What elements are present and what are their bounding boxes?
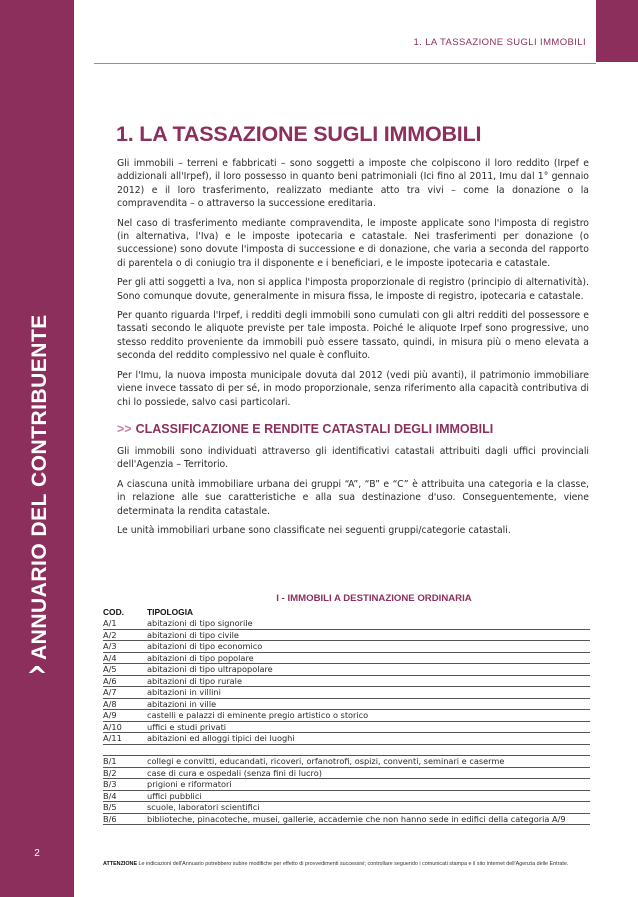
header-divider: [94, 63, 596, 64]
table-header-code: COD.: [103, 607, 124, 617]
cell-code: A/4: [103, 652, 117, 663]
cell-type: abitazioni in ville: [147, 698, 217, 709]
cell-type: biblioteche, pinacoteche, musei, gallerie, accademie che non hanno sede in edifici della categoria A/9: [147, 813, 566, 824]
table-row: [103, 618, 590, 630]
header-accent-band: [596, 0, 638, 62]
table-row: [103, 699, 590, 711]
cell-type: abitazioni di tipo ultrapopolare: [147, 664, 273, 674]
table-row: [103, 653, 590, 665]
footnote-text: Le indicazioni dell'Annuario potrebbero subire modifiche per effetto di provvedimenti successivi; controllare seguendo i comunicati stampa e il sito internet dell'Agenzia delle Entrate.: [137, 861, 569, 867]
table-row: [103, 664, 590, 676]
cell-type: abitazioni di tipo civile: [147, 629, 239, 640]
cell-type: uffici e studi privati: [147, 721, 227, 732]
table-group-separator: [103, 745, 590, 757]
double-chevron-icon: >>: [117, 421, 132, 436]
footnote: [103, 861, 603, 867]
cell-code: B/4: [103, 790, 117, 801]
table-group-a: [103, 618, 590, 745]
table-row: [103, 768, 590, 780]
table-row: [103, 676, 590, 688]
cell-type: collegi e convitti, educandati, ricoveri, orfanotrofi, ospizi, conventi, seminari e caserme: [147, 756, 505, 766]
cell-type: abitazioni di tipo popolare: [147, 652, 254, 663]
table-row: [103, 733, 590, 745]
section-heading: [117, 422, 589, 436]
cell-code: A/11: [103, 733, 122, 743]
section-paragraph: Le unità immobiliari urbane sono classificate nei seguenti gruppi/categorie catastali.: [117, 524, 511, 536]
table-row: [103, 722, 590, 734]
page-number: 2: [34, 848, 40, 859]
cell-code: A/10: [103, 721, 122, 732]
cell-code: B/6: [103, 813, 117, 824]
cell-code: B/1: [103, 756, 117, 766]
table-row: [103, 802, 590, 814]
cell-code: B/3: [103, 779, 117, 789]
table-row: [103, 814, 590, 826]
table-header-row: [103, 607, 590, 618]
table-group-b: [103, 756, 590, 825]
body-paragraph: Per l'Imu, la nuova imposta municipale dovuta dal 2012 (vedi più avanti), il patrimonio immobiliare viene invece tassato di per sé, in modo proporzionale, senza riferimento alla capacità contributiva di chi lo possiede, salvo casi particolari.: [117, 369, 589, 408]
cell-type: abitazioni di tipo rurale: [147, 675, 242, 686]
cell-code: A/6: [103, 675, 117, 686]
cell-type: castelli e palazzi di eminente pregio artistico o storico: [147, 710, 369, 720]
cell-type: abitazioni di tipo economico: [147, 641, 263, 651]
cell-code: A/9: [103, 710, 117, 720]
body-paragraph: Per quanto riguarda l'Irpef, i redditi degli immobili sono cumulati con gli altri redditi del possessore e tassati secondo le aliquote previste per tale imposta. Poiché le aliquote Irpef sono progressive, uno stesso reddito proveniente da immobili può essere tassato, quindi, in misura più o meno elevata a seconda del reddito complessivo nel quale è confluito.: [117, 310, 589, 362]
main-content: [117, 122, 589, 543]
running-header: 1. LA TASSAZIONE SUGLI IMMOBILI: [413, 37, 586, 48]
cell-type: uffici pubblici: [147, 790, 202, 801]
cell-type: abitazioni di tipo signorile: [147, 618, 253, 628]
body-paragraph: Nel caso di trasferimento mediante compravendita, le imposte applicate sono l'imposta di registro (in alternativa, l'Iva) e le imposte ipotecaria e catastale. Nei trasferimenti per donazione (o successione) sono dovute l'imposta di successione e di donazione, che varia a seconda del rapporto di parentela o di coniugio tra il disponente e i beneficiari, e le imposte ipotecaria e catastale.: [117, 217, 589, 269]
cell-type: scuole, laboratori scientifici: [147, 802, 260, 812]
section-paragraph: A ciascuna unità immobiliare urbana dei gruppi “A”, “B” e “C” è attribuita una categoria e la classe, in relazione alle sue caratteristiche e alla sua destinazione d'uso. Conseguentemente, viene determinata la rendita catastale.: [117, 478, 589, 517]
cell-code: A/2: [103, 629, 117, 640]
body-paragraph: Per gli atti soggetti a Iva, non si applica l'imposta proporzionale di registro (principio di alternatività). Sono comunque dovute, generalmente in misura fissa, le imposte di registro, ipotecaria e catastale.: [117, 277, 589, 302]
body-paragraph: Gli immobili – terreni e fabbricati – sono soggetti a imposte che colpiscono il loro reddito (Irpef e addizionali all'Irpef), il loro possesso in quanto beni patrimoniali (Ici fino al 2011, Imu dal 1° gennaio 2012) e il loro trasferimento, realizzato mediante atto tra vivi – come la donazione o la compravendita – o attraverso la successione ereditaria.: [117, 158, 589, 210]
page-title: 1. LA TASSAZIONE SUGLI IMMOBILI: [116, 122, 482, 146]
section-paragraph: Gli immobili sono individuati attraverso gli identificativi catastali attribuiti dagli uffici provinciali dell'Agenzia – Territorio.: [117, 445, 589, 471]
table-row: [103, 710, 590, 722]
table-row: [103, 779, 590, 791]
cell-code: A/8: [103, 698, 117, 709]
sidebar: [0, 0, 74, 897]
table-row: [103, 630, 590, 642]
section-title: CLASSIFICAZIONE E RENDITE CATASTALI DEGLI IMMOBILI: [135, 421, 494, 436]
cell-code: B/2: [103, 767, 117, 778]
table-header-type: TIPOLOGIA: [147, 607, 194, 617]
cell-code: A/1: [103, 618, 117, 628]
cell-type: prigioni e riformatori: [147, 779, 232, 789]
cell-code: A/5: [103, 664, 117, 674]
cell-type: case di cura e ospedali (senza fini di lucro): [147, 767, 322, 778]
footnote-label: ATTENZIONE: [103, 861, 138, 867]
cell-type: abitazioni in villini: [147, 687, 221, 697]
cadastral-table: [103, 593, 590, 825]
cell-code: B/5: [103, 802, 117, 812]
caret-logo-icon: ^: [26, 662, 48, 692]
cell-type: abitazioni ed alloggi tipici dei luoghi: [147, 733, 295, 743]
cell-code: A/3: [103, 641, 117, 651]
table-row: [103, 687, 590, 699]
cell-code: A/7: [103, 687, 117, 697]
table-row: [103, 756, 590, 768]
table-title: I - IMMOBILI A DESTINAZIONE ORDINARIA: [276, 593, 472, 604]
sidebar-brand-label: ANNUARIO DEL CONTRIBUENTE: [28, 314, 51, 660]
table-row: [103, 641, 590, 653]
table-row: [103, 791, 590, 803]
